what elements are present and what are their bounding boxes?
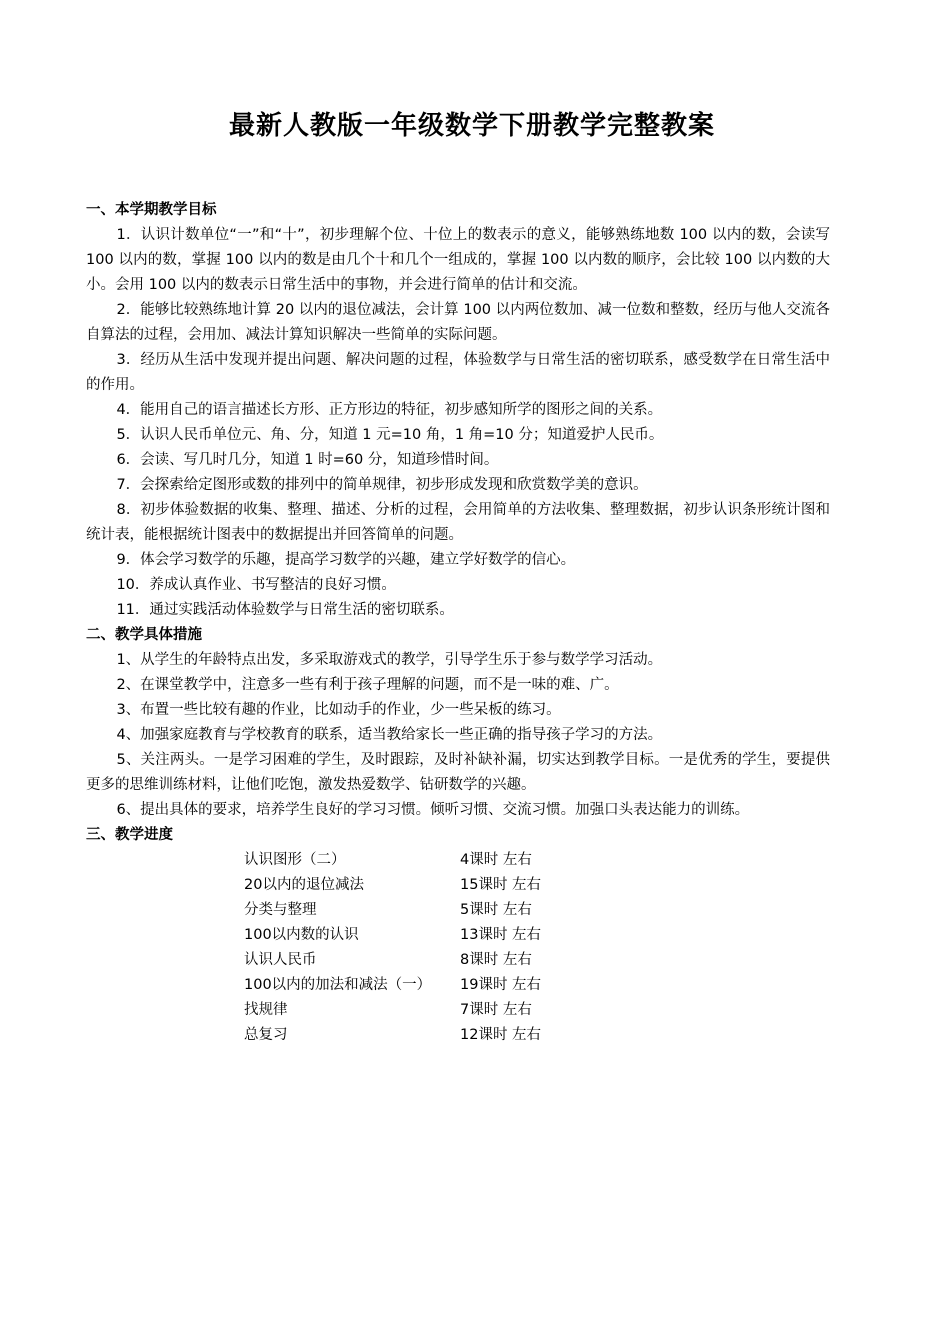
measure-paragraph: 3、布置一些比较有趣的作业，比如动手的作业，少一些呆板的练习。 (116, 702, 561, 718)
goal-paragraph: 8．初步体验数据的收集、整理、描述、分析的过程，会用简单的方法收集、整理数据，初步认识条形统计图和统计表，能根据统计图表中的数据提出并回答简单的问题。 (86, 502, 830, 543)
schedule-topic: 100以内的加法和减法（一） (244, 977, 432, 993)
measure-paragraph: 5、关注两头。一是学习困难的学生，及时跟踪，及时补缺补漏，切实达到教学目标。一是优秀的学生，要提供更多的思维训练材料，让他们吃饱，激发热爱数学、钻研数学的兴趣。 (86, 752, 830, 793)
measure-paragraph: 2、在课堂教学中，注意多一些有利于孩子理解的问题，而不是一味的难、广。 (116, 677, 619, 693)
schedule-hours: 12课时 左右 (460, 1027, 542, 1043)
measure-paragraph: 4、加强家庭教育与学校教育的联系，适当教给家长一些正确的指导孩子学习的方法。 (116, 727, 663, 743)
document-title: 最新人教版一年级数学下册教学完整教案 (228, 111, 715, 141)
table-row (244, 873, 541, 898)
goal-paragraph: 7．会探索给定图形或数的排列中的简单规律，初步形成发现和欣赏数学美的意识。 (116, 477, 648, 493)
schedule-table (244, 848, 541, 1048)
section-heading: 三、教学进度 (86, 827, 173, 843)
schedule-topic: 分类与整理 (244, 902, 317, 918)
schedule-hours: 5课时 左右 (460, 902, 532, 918)
table-row (244, 973, 541, 998)
table-row (244, 848, 541, 873)
schedule-topic: 认识人民币 (244, 952, 317, 968)
table-row (244, 998, 541, 1023)
goal-paragraph: 5．认识人民币单位元、角、分，知道 1 元=10 角，1 角=10 分；知道爱护人民币。 (116, 427, 664, 443)
schedule-topic: 找规律 (244, 1002, 288, 1018)
schedule-hours: 4课时 左右 (460, 852, 532, 868)
goal-paragraph: 4．能用自己的语言描述长方形、正方形边的特征，初步感知所学的图形之间的关系。 (116, 402, 663, 418)
table-row (244, 923, 541, 948)
section-heading: 二、教学具体措施 (86, 627, 202, 643)
goal-paragraph: 1．认识计数单位“一”和“十”，初步理解个位、十位上的数表示的意义，能够熟练地数 100 以内的数，会读写 100 以内的数，掌握 100 以内的数是由几个十和几个一组成的，掌握 100 以内数的顺序，会比较 100 以内数的大小。会用 100 以内的数表示日常生活中的事物，并会进行简单的估计和交流。 (86, 227, 830, 293)
schedule-topic: 100以内数的认识 (244, 927, 359, 943)
section-goals (86, 198, 830, 623)
table-row (244, 898, 541, 923)
goal-paragraph: 2．能够比较熟练地计算 20 以内的退位减法，会计算 100 以内两位数加、减一位数和整数，经历与他人交流各自算法的过程，会用加、减法计算知识解决一些简单的实际问题。 (86, 302, 830, 343)
section-heading: 一、本学期教学目标 (86, 202, 217, 218)
goal-paragraph: 3．经历从生活中发现并提出问题、解决问题的过程，体验数学与日常生活的密切联系，感受数学在日常生活中的作用。 (86, 352, 830, 393)
table-row (244, 948, 541, 973)
schedule-topic: 认识图形（二） (244, 852, 346, 868)
goal-paragraph: 11．通过实践活动体验数学与日常生活的密切联系。 (116, 602, 454, 618)
schedule-topic: 20以内的退位减法 (244, 877, 364, 893)
goal-paragraph: 10．养成认真作业、书写整洁的良好习惯。 (116, 577, 396, 593)
schedule-topic: 总复习 (244, 1027, 288, 1043)
section-measures (86, 623, 830, 823)
measure-paragraph: 6、提出具体的要求，培养学生良好的学习习惯。倾听习惯、交流习惯。加强口头表达能力的训练。 (116, 802, 750, 818)
schedule-hours: 13课时 左右 (460, 927, 542, 943)
schedule-hours: 7课时 左右 (460, 1002, 532, 1018)
schedule-hours: 19课时 左右 (460, 977, 542, 993)
section-schedule (86, 823, 830, 1048)
measure-paragraph: 1、从学生的年龄特点出发，多采取游戏式的教学，引导学生乐于参与数学学习活动。 (116, 652, 663, 668)
table-row (244, 1023, 541, 1048)
goal-paragraph: 9．体会学习数学的乐趣，提高学习数学的兴趣，建立学好数学的信心。 (116, 552, 576, 568)
schedule-hours: 15课时 左右 (460, 877, 542, 893)
goal-paragraph: 6．会读、写几时几分，知道 1 时=60 分，知道珍惜时间。 (116, 452, 499, 468)
schedule-hours: 8课时 左右 (460, 952, 532, 968)
document-body (86, 198, 830, 1048)
